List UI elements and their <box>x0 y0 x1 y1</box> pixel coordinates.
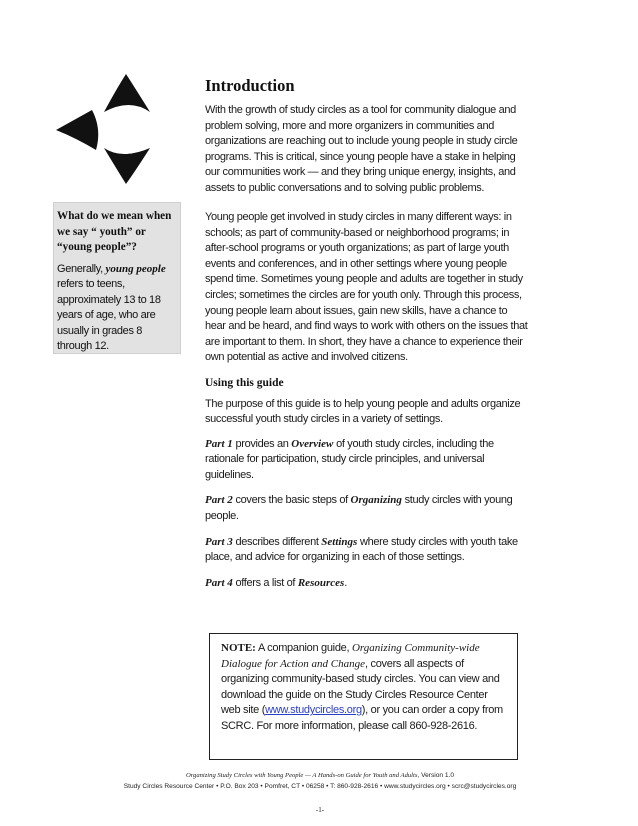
part-text-post: of youth study circles, including the rationale for participation, study circle principles, and universal guidelines. <box>205 437 494 481</box>
guide-purpose: The purpose of this guide is to help young people and adults organize successful youth study circles in a variety of settings. <box>205 397 521 426</box>
note-text-post: ), or you can order a copy from SCRC. For more information, please call 860-928-2616. <box>221 704 503 732</box>
study-circles-logo-icon <box>56 74 178 184</box>
part-label: Part 4 <box>205 576 233 589</box>
part-text-pre: offers a list of <box>232 576 298 589</box>
note-text-mid: , covers all aspects of organizing community-based study circles. You can view and download the guide on the Study Circles Resource Center web site ( <box>221 657 500 717</box>
part-label: Part 1 <box>205 437 233 450</box>
part-keyword: Overview <box>291 437 334 450</box>
note-label: NOTE: <box>221 642 256 654</box>
part-keyword: Organizing <box>350 494 402 507</box>
part-text-pre: describes different <box>232 535 322 548</box>
footer-line-1 <box>60 770 580 781</box>
part-text-pre: covers the basic steps of <box>232 494 351 507</box>
part-text-post: . <box>344 576 348 589</box>
sidebar-body-em: young people <box>105 262 166 275</box>
sidebar-body <box>57 262 176 355</box>
part-text-post: where study circles with youth take place, and advice for organizing in each of those settings. <box>205 535 518 564</box>
footer-line-2: Study Circles Resource Center • P.O. Box 203 • Pomfret, CT • 06258 • T: 860-928-2616 • www.studycircles.org • scrc@studycircles.org <box>123 783 517 790</box>
intro-paragraph-2: Young people get involved in study circles in many different ways: in schools; as part of community-based or neighborhood programs; in after-school programs or youth organizations; as part of large youth events and conferences, and in other settings where young people spend time. Sometimes young people and adults are together in study circles; sometimes the circles are for youth only. Through this process, young people learn about issues, gain new skills, have a chance to hear and be heard, and find ways to work with others on the issues that are important to them. In short, they have a chance to experience their own potential as active and involved citizens. <box>205 211 528 364</box>
part-text-pre: provides an <box>232 437 292 450</box>
part-keyword: Settings <box>321 535 358 548</box>
footer-guide-title: Organizing Study Circles with Young People — A Hands-on Guide for Youth and Adults <box>185 772 418 779</box>
part-4-description <box>205 576 530 592</box>
note-box <box>209 633 518 760</box>
part-keyword: Resources <box>297 576 345 589</box>
part-3-description <box>205 535 530 566</box>
part-label: Part 2 <box>205 494 233 507</box>
sidebar-body-prefix: Generally, <box>57 262 106 275</box>
part-1-description <box>205 437 530 484</box>
note-guide-title: Organizing Community-wide Dialogue for Action and Change <box>221 642 480 670</box>
page-title: Introduction <box>205 76 295 95</box>
main-content <box>205 76 530 601</box>
website-link[interactable]: www.studycircles.org <box>265 704 362 717</box>
page-footer <box>60 770 580 816</box>
part-label: Part 3 <box>205 535 233 548</box>
sidebar-body-suffix: refers to teens, approximately 13 to 18 years of age, who are usually in grades 8 through 12. <box>57 278 161 352</box>
section-heading-using-guide: Using this guide <box>205 376 284 389</box>
part-text-post: study circles with young people. <box>205 494 513 523</box>
sidebar-title: What do we mean when we say “ youth” or “young people”? <box>57 210 172 253</box>
note-text-pre: A companion guide, <box>255 642 352 654</box>
page-number: -1- <box>315 806 325 814</box>
sidebar-callout <box>53 202 181 354</box>
footer-version: , Version 1.0 <box>417 772 455 779</box>
part-2-description <box>205 493 530 524</box>
intro-paragraph-1: With the growth of study circles as a tool for community dialogue and problem solving, more and more organizers in communities and organizations are reaching out to include young people in study circle programs. This is critical, since young people have a stake in helping our communities work — and they bring unique energy, insights, and assets to public conversations and to solving public problems. <box>205 104 518 194</box>
